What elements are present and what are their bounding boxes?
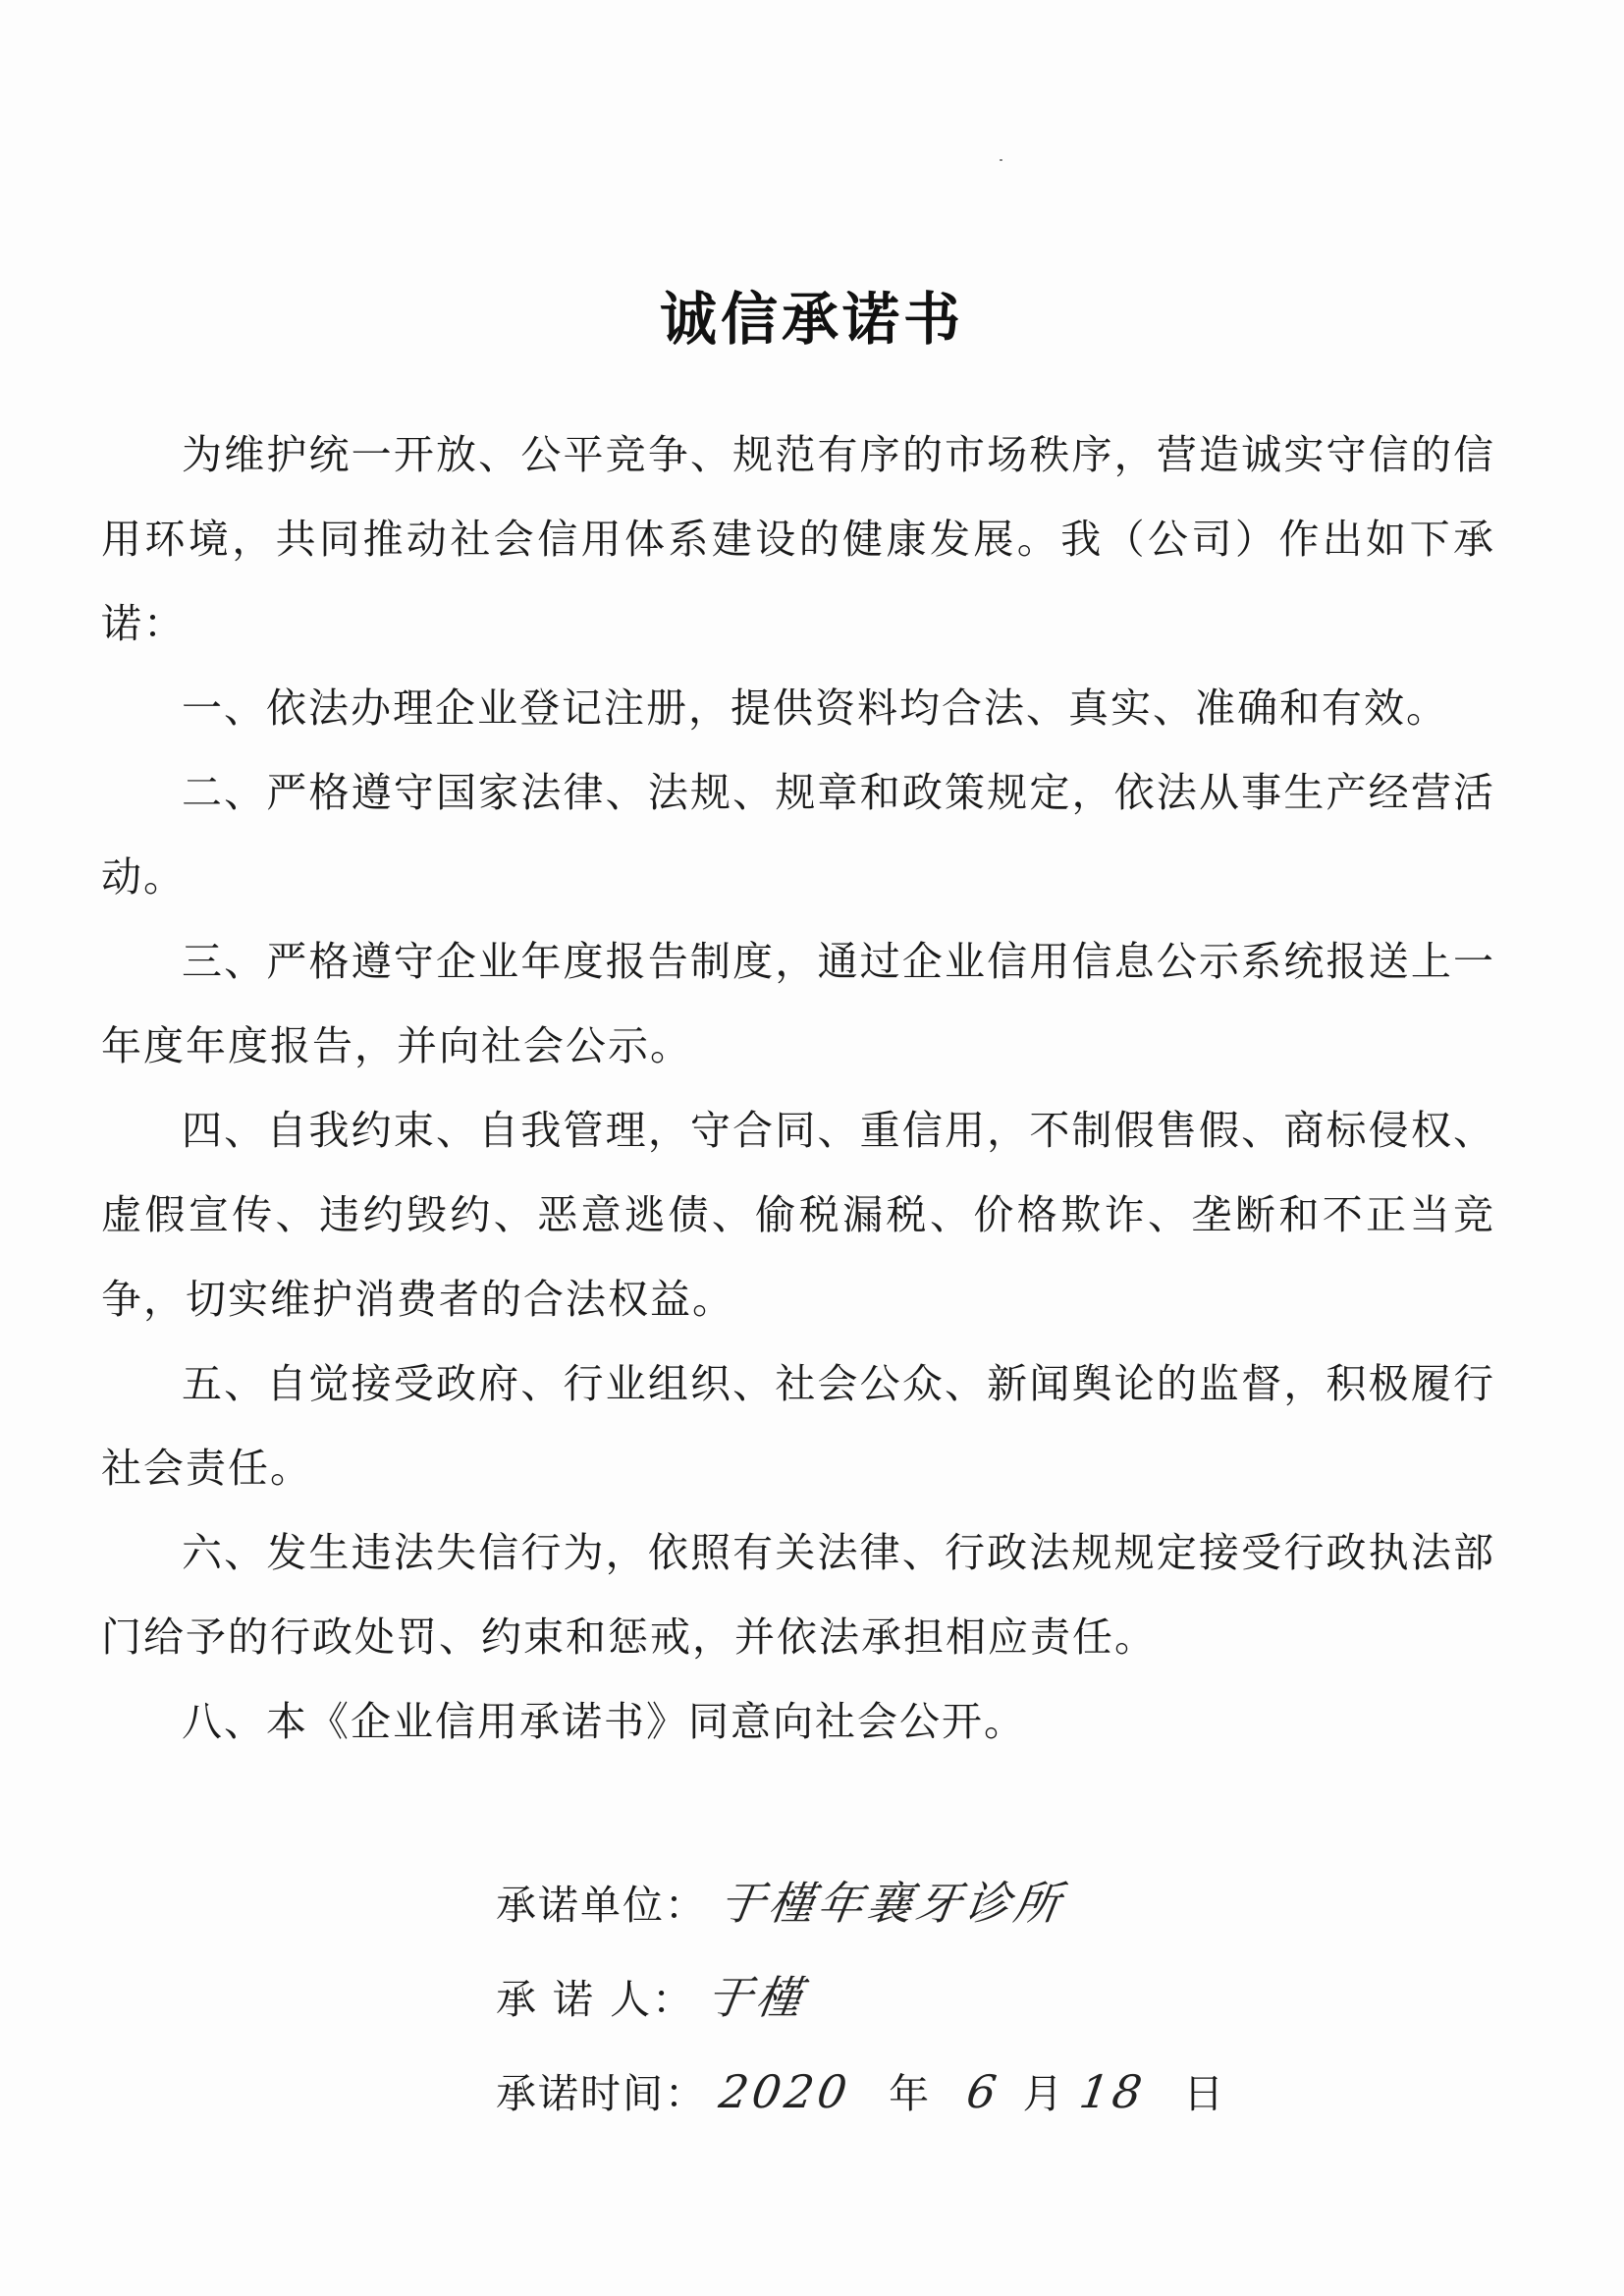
person-label: 承 诺 人： <box>496 1976 695 2023</box>
paragraph-commitment-5: 五、自觉接受政府、行业组织、社会公众、新闻舆论的监督，积极履行社会责任。 <box>101 1360 1495 1492</box>
date-day-handwritten: 18 <box>1075 2065 1149 2118</box>
paragraph-commitment-4: 四、自我约束、自我管理，守合同、重信用，不制假售假、商标侵权、虚假宣传、违约毁约、恶意逃债、偷税漏税、价格欺诈、垄断和不正当竞争，切实维护消费者的合法权益。 <box>101 1107 1495 1323</box>
unit-label: 承诺单位： <box>496 1882 707 1929</box>
paragraph-commitment-3: 三、严格遵守企业年度报告制度，通过企业信用信息公示系统报送上一年度年度报告，并向社会公示。 <box>101 938 1495 1069</box>
date-day-unit: 日 <box>1183 2070 1224 2117</box>
date-month-unit: 月 <box>1022 2070 1063 2117</box>
paragraph-commitment-1: 一、依法办理企业登记注册，提供资料均合法、真实、准确和有效。 <box>182 684 1448 732</box>
date-label: 承诺时间： <box>496 2070 707 2117</box>
date-year-unit: 年 <box>889 2070 930 2117</box>
signature-date-row <box>496 2045 1380 2139</box>
document-title: 诚信承诺书 <box>659 286 964 353</box>
paragraph-intro: 为维护统一开放、公平竞争、规范有序的市场秩序，营造诚实守信的信用环境，共同推动社会信用体系建设的健康发展。我（公司）作出如下承诺： <box>101 431 1495 647</box>
signature-unit-row <box>496 1856 1380 1950</box>
paragraph-commitment-2: 二、严格遵守国家法律、法规、规章和政策规定，依法从事生产经营活动。 <box>101 769 1495 901</box>
person-handwritten-signature: 于槿 <box>703 1971 809 2024</box>
document-body <box>101 412 1495 1764</box>
date-year-handwritten: 2020 <box>716 2065 854 2118</box>
scan-speck <box>1000 159 1002 161</box>
unit-handwritten-value: 于槿年襄牙诊所 <box>716 1877 1067 1930</box>
paragraph-commitment-8: 八、本《企业信用承诺书》同意向社会公开。 <box>182 1698 1026 1745</box>
signature-person-row <box>496 1950 1380 2045</box>
signature-block <box>496 1856 1380 2139</box>
paragraph-commitment-6: 六、发生违法失信行为，依照有关法律、行政法规规定接受行政执法部门给予的行政处罚、约束和惩戒，并依法承担相应责任。 <box>101 1529 1495 1661</box>
date-month-handwritten: 6 <box>963 2065 1004 2118</box>
